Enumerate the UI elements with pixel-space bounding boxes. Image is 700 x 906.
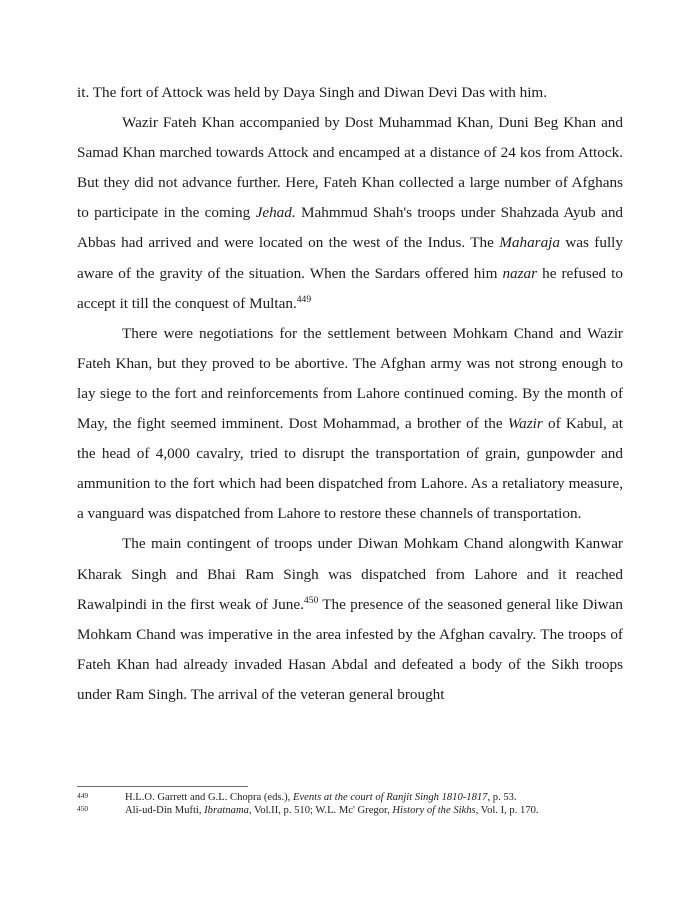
footnote-text: H.L.O. Garrett and G.L. Chopra (eds.), Events at the court of Ranjit Singh 1810-1817, p. 53. [125, 792, 517, 803]
footnote-entry [77, 804, 623, 817]
footnote-number: 450 [77, 804, 89, 814]
footnote-text: Ali-ud-Din Mufti, Ibratnama, Vol.II, p. 510; W.L. Mc' Gregor, History of the Sikhs, Vol. I, p. 170. [125, 805, 539, 817]
footnote-reference-marker: 450 [303, 594, 319, 606]
footnote-section [77, 786, 623, 817]
footnote-number: 449 [77, 791, 89, 800]
footnote-entry [77, 791, 623, 804]
paragraph-1: it. The fort of Attock was held by Daya Singh and Diwan Devi Das with him. [77, 84, 548, 101]
italic-run: nazar [502, 264, 538, 282]
body-text-column [77, 78, 623, 710]
italic-run: Jehad. [255, 204, 296, 222]
paragraph-3: There were negotiations for the settlement between Mohkam Chand and Wazir Fateh Khan, but they proved to be abortive. The Afghan army was not strong enough to lay siege to the fort and reinforcements from Lahore continued coming. By the month of May, the fight seemed imminent. Dost Mohammad, a brother of the Wazir of Kabul, at the head of 4,000 cavalry, tried to disrupt the transportation of grain, gunpowder and ammunition to the fort which had been dispatched from Lahore. As a retaliatory measure, a vanguard was dispatched from Lahore to restore these channels of transportation. [77, 324, 623, 523]
italic-run: History of the Sikhs, [392, 805, 479, 817]
paragraph-2: Wazir Fateh Khan accompanied by Dost Muhammad Khan, Duni Beg Khan and Samad Khan marched towards Attock and encamped at a distance of 24 kos from Attock. But they did not advance further. Here, Fateh Khan collected a large number of Afghans to participate in the coming Jehad. Mahmmud Shah's troops under Shahzada Ayub and Abbas had arrived and were located on the west of the Indus. The Maharaja was fully aware of the gravity of the situation. When the Sardars offered him nazar he refused to accept it till the conquest of Multan.$^{449}$ [77, 114, 624, 312]
paragraph-4: The main contingent of troops under Diwan Mohkam Chand alongwith Kanwar Kharak Singh and Bhai Ram Singh was dispatched from Lahore and it reached Rawalpindi in the first weak of June.$^{450}$ The presence of the seasoned general like Diwan Mohkam Chand was imperative in the area infested by the Afghan cavalry. The troops of Fateh Khan had already invaded Hasan Abdal and defeated a body of the Sikh troops under Ram Singh. The arrival of the veteran general brought [77, 535, 623, 703]
italic-run: Ibratnama [204, 805, 249, 817]
italic-run: Maharaja [499, 234, 560, 252]
italic-run: Events at the court of Ranjit Singh 1810-1817 [292, 792, 488, 803]
footnote-separator-rule [77, 786, 248, 787]
footnote-reference-marker: 449 [296, 293, 312, 305]
italic-run: Wazir [507, 415, 543, 433]
